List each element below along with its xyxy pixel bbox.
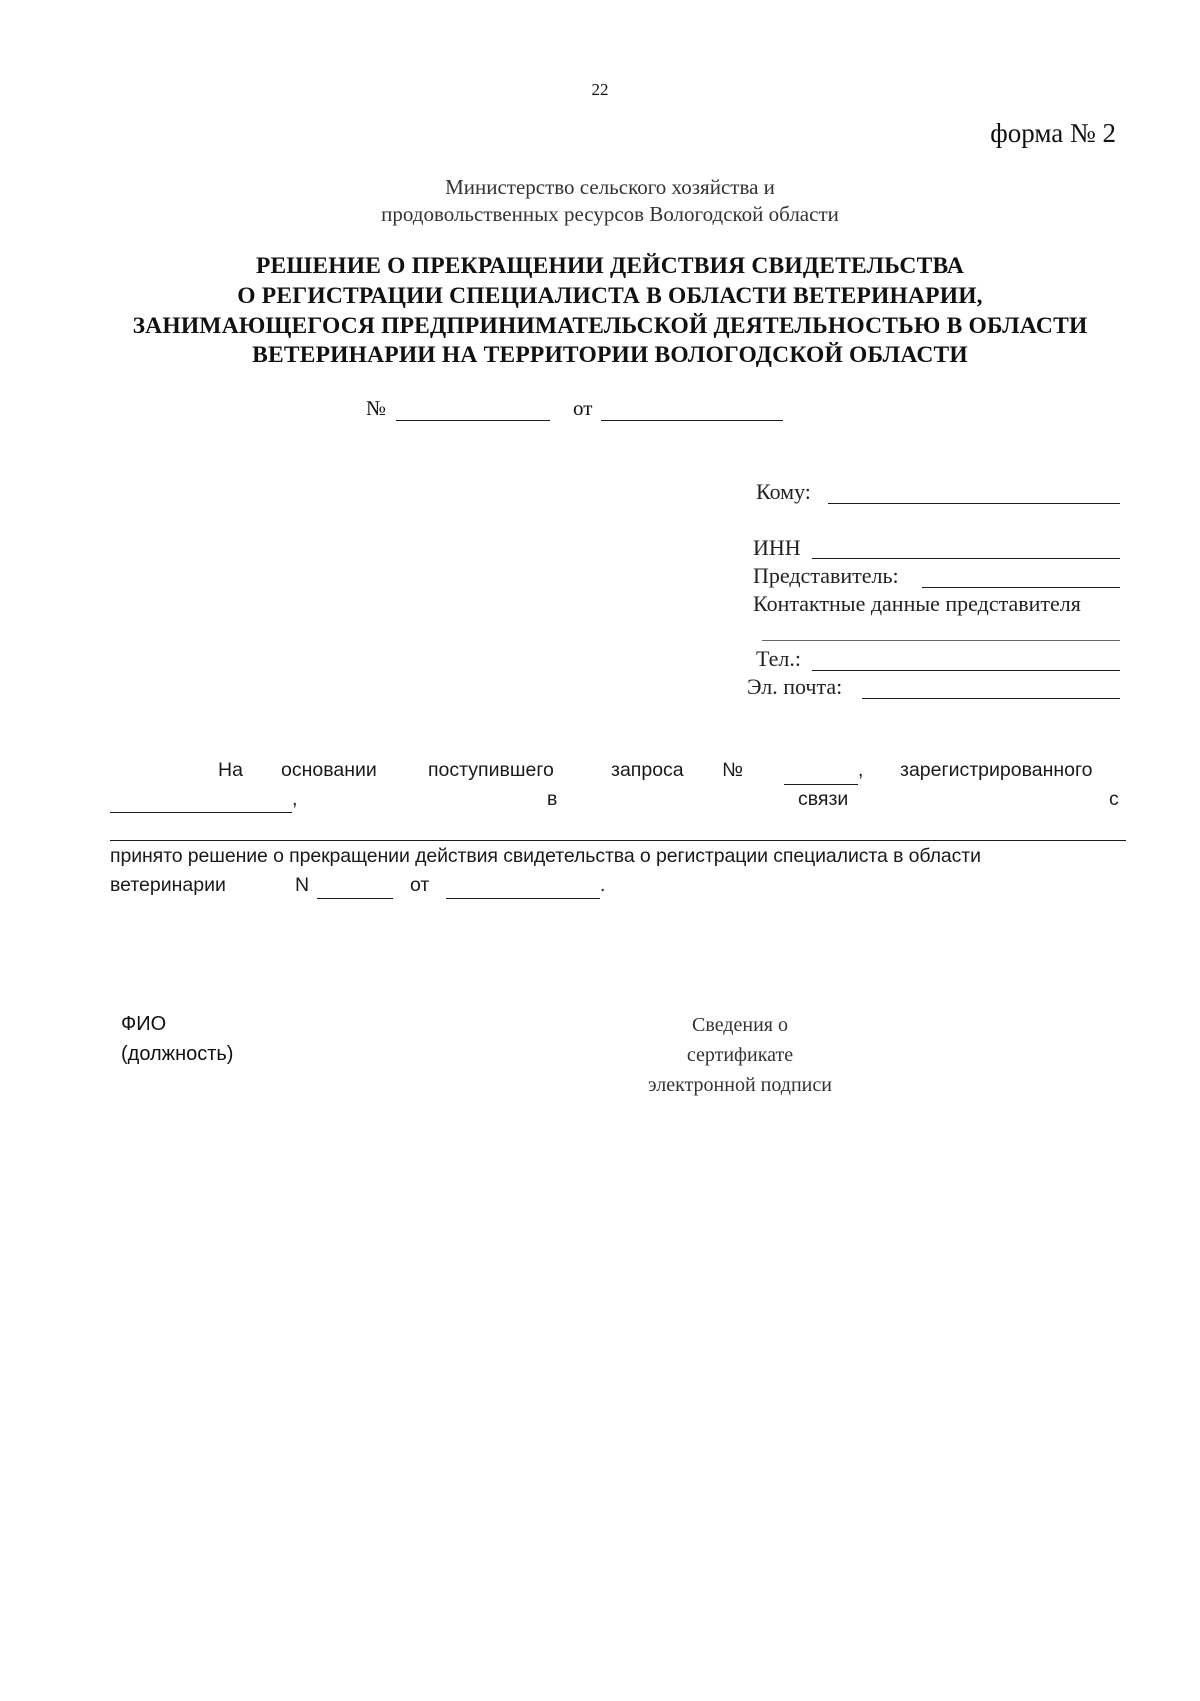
body-period: . bbox=[600, 874, 606, 896]
org-line-1: Министерство сельского хозяйства и bbox=[445, 175, 775, 199]
certificate-from-label: от bbox=[410, 874, 430, 896]
recipient-phone-field[interactable] bbox=[812, 670, 1120, 671]
doc-date-label: от bbox=[573, 396, 593, 420]
recipient-inn-field[interactable] bbox=[812, 558, 1120, 559]
reason-field[interactable] bbox=[110, 840, 1126, 841]
body-word-registered: зарегистрированного bbox=[900, 759, 1093, 781]
certificate-n-label: N bbox=[295, 874, 310, 896]
org-line-2: продовольственных ресурсов Вологодской области bbox=[381, 202, 839, 226]
body-word-v: в bbox=[547, 788, 558, 810]
recipient-email-label: Эл. почта: bbox=[747, 674, 843, 699]
body-word-postupivshego: поступившего bbox=[428, 759, 554, 781]
body-word-veterinary: ветеринарии bbox=[110, 874, 226, 896]
title-line-4: ВЕТЕРИНАРИИ НА ТЕРРИТОРИИ ВОЛОГОДСКОЙ ОБЛАСТИ bbox=[252, 342, 968, 368]
recipient-inn-label: ИНН bbox=[753, 535, 801, 560]
title-line-2: О РЕГИСТРАЦИИ СПЕЦИАЛИСТА В ОБЛАСТИ ВЕТЕРИНАРИИ, bbox=[237, 283, 983, 309]
certificate-number-field[interactable] bbox=[317, 898, 393, 899]
recipient-phone-label: Тел.: bbox=[756, 646, 801, 671]
registration-date-field[interactable] bbox=[110, 812, 292, 813]
recipient-to-label: Кому: bbox=[756, 479, 811, 504]
form-number: форма № 2 bbox=[990, 118, 1116, 148]
recipient-representative-field[interactable] bbox=[922, 587, 1120, 588]
recipient-contacts-field[interactable] bbox=[762, 640, 1120, 641]
body-comma-1: , bbox=[858, 759, 864, 781]
title-line-1: РЕШЕНИЕ О ПРЕКРАЩЕНИИ ДЕЙСТВИЯ СВИДЕТЕЛЬСТВА bbox=[255, 253, 965, 279]
page-number: 22 bbox=[591, 80, 609, 99]
body-comma-2: , bbox=[292, 788, 298, 810]
doc-number-label: № bbox=[366, 396, 387, 420]
recipient-representative-label: Представитель: bbox=[753, 563, 899, 588]
cert-info-line-3: электронной подписи bbox=[648, 1074, 832, 1096]
body-word-svyazi: связи bbox=[798, 788, 849, 810]
signer-name-label: ФИО bbox=[121, 1013, 167, 1035]
body-word-s: с bbox=[1109, 788, 1119, 810]
body-word-zaprosa: запроса bbox=[611, 759, 684, 781]
signer-position-label: (должность) bbox=[121, 1043, 234, 1065]
recipient-email-field[interactable] bbox=[862, 698, 1120, 699]
recipient-to-field[interactable] bbox=[828, 503, 1120, 504]
doc-date-field[interactable] bbox=[601, 420, 783, 421]
decision-line: принято решение о прекращении действия свидетельства о регистрации специалиста в области bbox=[110, 845, 981, 867]
body-word-number-sign: № bbox=[722, 759, 743, 781]
cert-info-line-1: Сведения о bbox=[692, 1014, 788, 1036]
body-word-na: На bbox=[218, 759, 243, 781]
recipient-contacts-label: Контактные данные представителя bbox=[753, 591, 1081, 616]
cert-info-line-2: сертификате bbox=[686, 1044, 794, 1066]
title-line-3: ЗАНИМАЮЩЕГОСЯ ПРЕДПРИНИМАТЕЛЬСКОЙ ДЕЯТЕЛЬНОСТЬЮ В ОБЛАСТИ bbox=[132, 313, 1088, 339]
request-number-field[interactable] bbox=[784, 784, 858, 785]
certificate-date-field[interactable] bbox=[446, 898, 600, 899]
doc-number-field[interactable] bbox=[396, 420, 550, 421]
body-word-osnovanii: основании bbox=[281, 759, 377, 781]
